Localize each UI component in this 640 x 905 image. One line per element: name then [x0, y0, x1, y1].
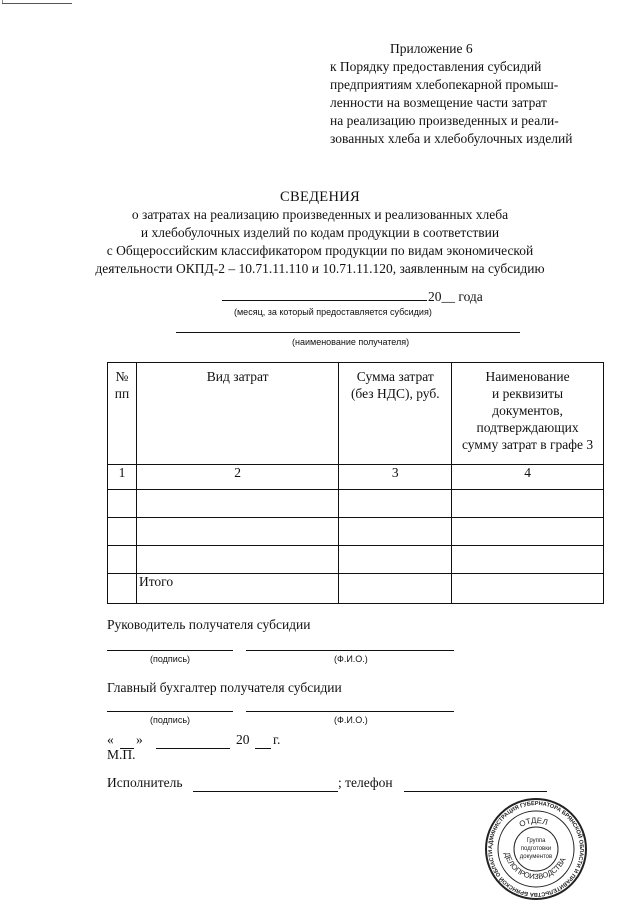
- column-number: 1: [108, 465, 137, 490]
- table-row[interactable]: [108, 546, 604, 574]
- column-number: 3: [339, 465, 452, 490]
- month-blank[interactable]: [156, 748, 230, 749]
- period-year-text: 20__ года: [428, 289, 483, 304]
- table-row[interactable]: [108, 490, 604, 518]
- table-cell[interactable]: [452, 490, 604, 518]
- recipient-blank[interactable]: [176, 332, 520, 333]
- director-sign-caption: (подпись): [150, 654, 191, 664]
- seal-place-label: М.П.: [107, 747, 136, 762]
- appendix-line: на реализацию произведенных и реали-: [330, 113, 559, 128]
- table-header-row: [108, 363, 604, 465]
- title-line: деятельности ОКПД-2 – 10.71.11.110 и 10.71.11.120, заявленным на субсидию: [95, 261, 545, 276]
- appendix-line: ленности на возмещение части затрат: [330, 95, 547, 110]
- header-cell-sum: Сумма затрат (без НДС), руб.: [339, 363, 452, 465]
- header-cell-documents: Наименование и реквизиты документов, подтверждающих сумму затрат в графе 3: [452, 363, 604, 465]
- table-total-row: [108, 574, 604, 604]
- stamp-ring-text: АДМИНИСТРАЦИЯ ГУБЕРНАТОРА БРЯНСКОЙ ОБЛАСТИ И ПРАВИТЕЛЬСТВА БРЯНСКОЙ ОБЛАСТИ: [487, 800, 585, 898]
- executor-name-line[interactable]: [193, 791, 338, 792]
- table-cell[interactable]: [136, 490, 338, 518]
- director-name-caption: (Ф.И.О.): [334, 654, 368, 664]
- costs-table: [107, 362, 604, 604]
- table-row[interactable]: [108, 518, 604, 546]
- period-blank[interactable]: [222, 300, 427, 301]
- total-sum-cell[interactable]: [339, 574, 452, 604]
- document-heading: СВЕДЕНИЯ: [280, 189, 360, 205]
- table-cell[interactable]: [452, 546, 604, 574]
- stamp-center-line: подготовки: [520, 846, 552, 852]
- stamp-center-line: документов: [519, 854, 553, 860]
- appendix-title: Приложение 6: [390, 41, 473, 56]
- column-number: 4: [452, 465, 604, 490]
- stamp-inner-top: ОТДЕЛ: [517, 815, 549, 829]
- accountant-sign-caption: (подпись): [150, 715, 191, 725]
- date-year-prefix: 20: [236, 732, 250, 747]
- table-cell[interactable]: [108, 518, 137, 546]
- table-cell[interactable]: [108, 574, 137, 604]
- table-cell[interactable]: [136, 518, 338, 546]
- appendix-block: [330, 40, 630, 148]
- date-year-suffix: г.: [273, 732, 281, 747]
- title-line: с Общероссийским классификатором продукции по видам экономической: [106, 243, 534, 258]
- corner-line: [2, 3, 72, 4]
- table-cell[interactable]: [452, 518, 604, 546]
- header-cell-cost-type: Вид затрат: [136, 363, 338, 465]
- accountant-label: Главный бухгалтер получателя субсидии: [107, 680, 342, 695]
- stamp-center-line: Группа: [526, 838, 546, 844]
- table-cell[interactable]: [136, 546, 338, 574]
- date-close-quote: »: [136, 732, 143, 747]
- year-blank[interactable]: [255, 748, 271, 749]
- corner-mark: [2, 0, 23, 3]
- date-open-quote: «: [107, 732, 114, 747]
- header-cell-number: № пп: [108, 363, 137, 465]
- recipient-caption: (наименование получателя): [292, 337, 410, 347]
- phone-line[interactable]: [404, 791, 547, 792]
- accountant-name-line[interactable]: [246, 711, 454, 712]
- period-caption: (месяц, за который предоставляется субсидия): [234, 307, 432, 317]
- table-cell[interactable]: [452, 574, 604, 604]
- table-cell[interactable]: [108, 546, 137, 574]
- phone-label: ; телефон: [338, 775, 393, 790]
- accountant-name-caption: (Ф.И.О.): [334, 715, 368, 725]
- table-cell[interactable]: [339, 490, 452, 518]
- appendix-line: к Порядку предоставления субсидий: [330, 59, 542, 74]
- title-line: и хлебобулочных изделий по кодам продукции в соответствии: [140, 225, 500, 240]
- office-stamp: [484, 797, 588, 901]
- appendix-line: зованных хлеба и хлебобулочных изделий: [330, 131, 573, 146]
- director-label: Руководитель получателя субсидии: [107, 617, 311, 632]
- table-row-column-numbers: [108, 465, 604, 490]
- table-cell[interactable]: [339, 518, 452, 546]
- appendix-line: предприятиям хлебопекарной промыш-: [330, 77, 559, 92]
- table-cell[interactable]: [108, 490, 137, 518]
- title-line: о затратах на реализацию произведенных и реализованных хлеба: [131, 207, 509, 222]
- executor-label: Исполнитель: [107, 775, 183, 790]
- total-label: Итого: [136, 574, 338, 604]
- director-signature-line[interactable]: [107, 650, 233, 651]
- accountant-signature-line[interactable]: [107, 711, 233, 712]
- stamp-inner-bottom: ДЕЛОПРОИЗВОДСТВА: [502, 851, 568, 882]
- director-name-line[interactable]: [246, 650, 454, 651]
- table-cell[interactable]: [339, 546, 452, 574]
- column-number: 2: [136, 465, 338, 490]
- document-title-block: [15, 188, 625, 278]
